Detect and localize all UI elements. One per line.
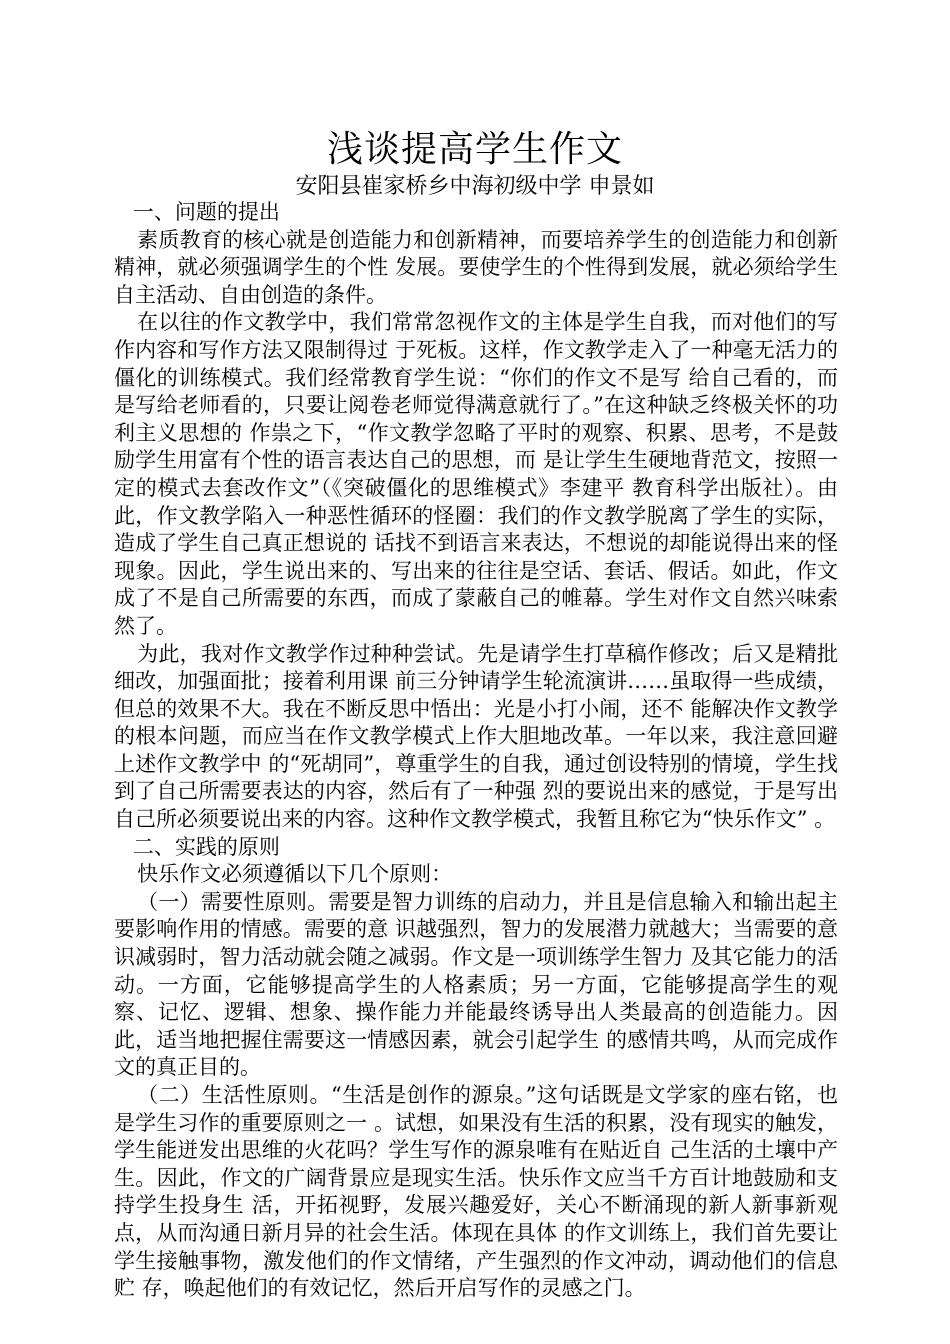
paragraph: （一）需要性原则。需要是智力训练的启动力，并且是信息输入和输出起主要影响作用的情感。需要的意 识越强烈，智力的发展潜力就越大；当需要的意识减弱时，智力活动就会随之减弱。作文是一项训练学生智力 及其它能力的活动。一方面，它能够提高学生的人格素质；另一方面，它能够提高学生的观察、记忆、逻辑、想象、操作能力并能最终诱导出人类最高的创造能力。因此，适当地把握住需要这一情感因素，就会引起学生 的感情共鸣，从而完成作文的真正目的。 [114, 889, 838, 1080]
paragraph: 素质教育的核心就是创造能力和创新精神，而要培养学生的创造能力和创新精神，就必须强调学生的个性 发展。要使学生的个性得到发展，就必须给学生自主活动、自由创造的条件。 [114, 227, 838, 307]
section-heading-principles: 二、实践的原则 [132, 834, 280, 859]
paragraph: 快乐作文必须遵循以下几个原则： [137, 862, 453, 887]
document-body [114, 199, 838, 1303]
section-heading-problem: 一、问题的提出 [132, 200, 280, 224]
document-title: 浅谈提高学生作文 [326, 129, 623, 170]
paragraph: 为此，我对作文教学作过种种尝试。先是请学生打草稿作修改；后又是精批细改，加强面批；接着利用课 前三分钟请学生轮流演讲……虽取得一些成绩，但总的效果不大。我在不断反思中悟出：光是小打小闹，还不 能解决作文教学的根本问题，而应当在作文教学模式上作大胆地改革。一年以来，我注意回避上述作文教学中 的“死胡同”，尊重学生的自我，通过创设特别的情境，学生找到了自己所需要表达的内容，然后有了一种强 烈的要说出来的感觉，于是写出自己所必须要说出来的内容。这种作文教学模式，我暂且称它为“快乐作文” 。 [114, 641, 838, 832]
author-line: 安阳县崔家桥乡中海初级中学 申景如 [295, 174, 655, 199]
paragraph: 在以往的作文教学中，我们常常忽视作文的主体是学生自我，而对他们的写作内容和写作方法又限制得过 于死板。这样，作文教学走入了一种毫无活力的僵化的训练模式。我们经常教育学生说：“你们的作文不是写 给自己看的，而是写给老师看的，只要让阅卷老师觉得满意就行了。”在这种缺乏终极关怀的功利主义思想的 作祟之下，“作文教学忽略了平时的观察、积累、思考，不是鼓励学生用富有个性的语言表达自己的思想，而 是让学生生硬地背范文，按照一定的模式去套改作文”（《突破僵化的思维模式》李建平 教育科学出版社）。由此，作文教学陷入一种恶性循环的怪圈：我们的作文教学脱离了学生的实际，造成了学生自己真正想说的 话找不到语言来表达，不想说的却能说得出来的怪现象。因此，学生说出来的、写出来的往往是空话、套话、假话。如此，作文成了不是自己所需要的东西，而成了蒙蔽自己的帷幕。学生对作文自然兴味索然了。 [114, 310, 838, 638]
paragraph: （二）生活性原则。“生活是创作的源泉。”这句话既是文学家的座右铭，也是学生习作的重要原则之一 。试想，如果没有生活的积累，没有现实的触发，学生能迸发出思维的火花吗？学生写作的源泉唯有在贴近自 己生活的土壤中产生。因此，作文的广阔背景应是现实生活。快乐作文应当千方百计地鼓励和支持学生投身生 活，开拓视野，发展兴趣爱好，关心不断涌现的新人新事新观点，从而沟通日新月异的社会生活。体现在具体 的作文训练上，我们首先要让学生接触事物，激发他们的作文情绪，产生强烈的作文冲动，调动他们的信息贮 存，唤起他们的有效记忆，然后开启写作的灵感之门。 [114, 1083, 838, 1301]
